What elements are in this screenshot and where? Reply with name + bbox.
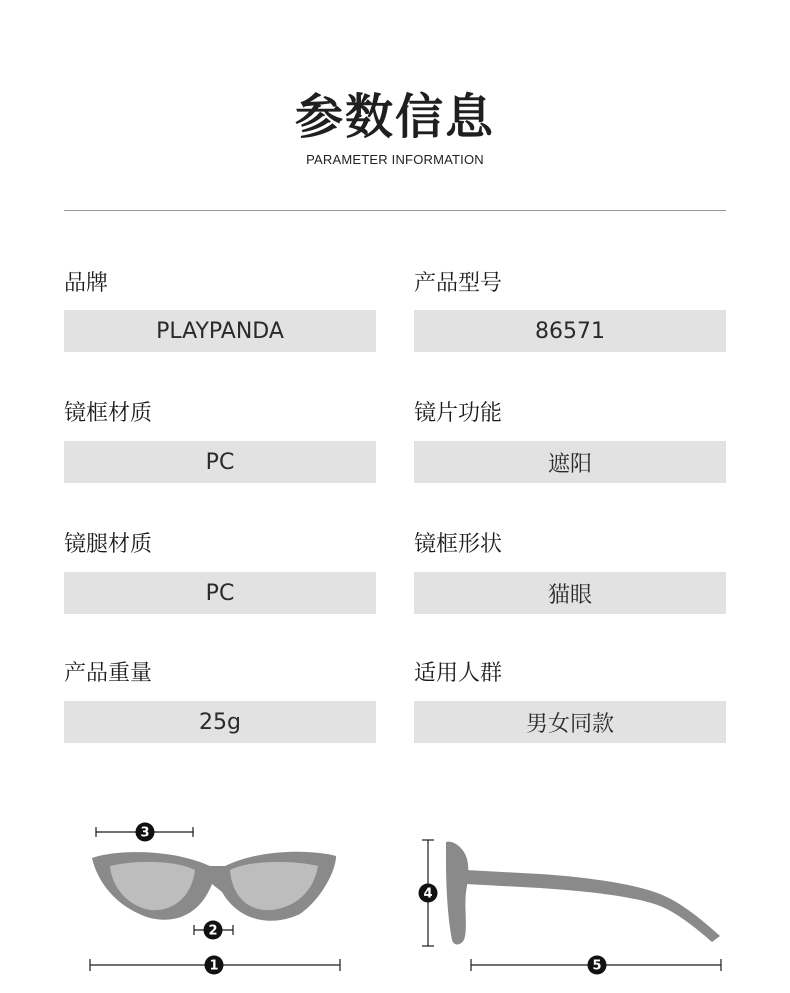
marker-5: 5 bbox=[592, 958, 602, 974]
param-value-temple-material: PC bbox=[64, 572, 376, 614]
param-label-temple-material: 镜腿材质 bbox=[64, 532, 153, 557]
param-label-audience: 适用人群 bbox=[414, 661, 503, 686]
divider bbox=[64, 210, 726, 211]
param-label-weight: 产品重量 bbox=[64, 661, 153, 686]
param-value-brand: PLAYPANDA bbox=[64, 310, 376, 352]
param-value-frame-shape: 猫眼 bbox=[414, 572, 726, 614]
measure-lens-width bbox=[96, 823, 193, 842]
param-value-lens-function: 遮阳 bbox=[414, 441, 726, 483]
measure-bridge-width bbox=[194, 921, 233, 940]
param-label-model: 产品型号 bbox=[414, 271, 503, 296]
page-subtitle: PARAMETER INFORMATION bbox=[306, 152, 484, 167]
marker-1: 1 bbox=[209, 958, 219, 974]
param-value-weight: 25g bbox=[64, 701, 376, 743]
param-value-audience: 男女同款 bbox=[414, 701, 726, 743]
marker-2: 2 bbox=[208, 923, 218, 939]
marker-3: 3 bbox=[140, 825, 150, 841]
param-value-model: 86571 bbox=[414, 310, 726, 352]
page-title: 参数信息 bbox=[294, 89, 495, 145]
param-label-lens-function: 镜片功能 bbox=[414, 401, 503, 426]
marker-4: 4 bbox=[423, 886, 433, 902]
param-label-frame-material: 镜框材质 bbox=[64, 401, 153, 426]
param-value-frame-material: PC bbox=[64, 441, 376, 483]
glasses-front-view bbox=[92, 852, 336, 921]
measure-lens-height bbox=[419, 840, 438, 946]
glasses-side-view bbox=[446, 842, 720, 945]
measure-total-width bbox=[90, 956, 340, 975]
param-label-brand: 品牌 bbox=[64, 271, 109, 296]
dimension-diagram bbox=[0, 800, 790, 993]
param-label-frame-shape: 镜框形状 bbox=[414, 532, 503, 557]
measure-temple-length bbox=[471, 956, 721, 975]
